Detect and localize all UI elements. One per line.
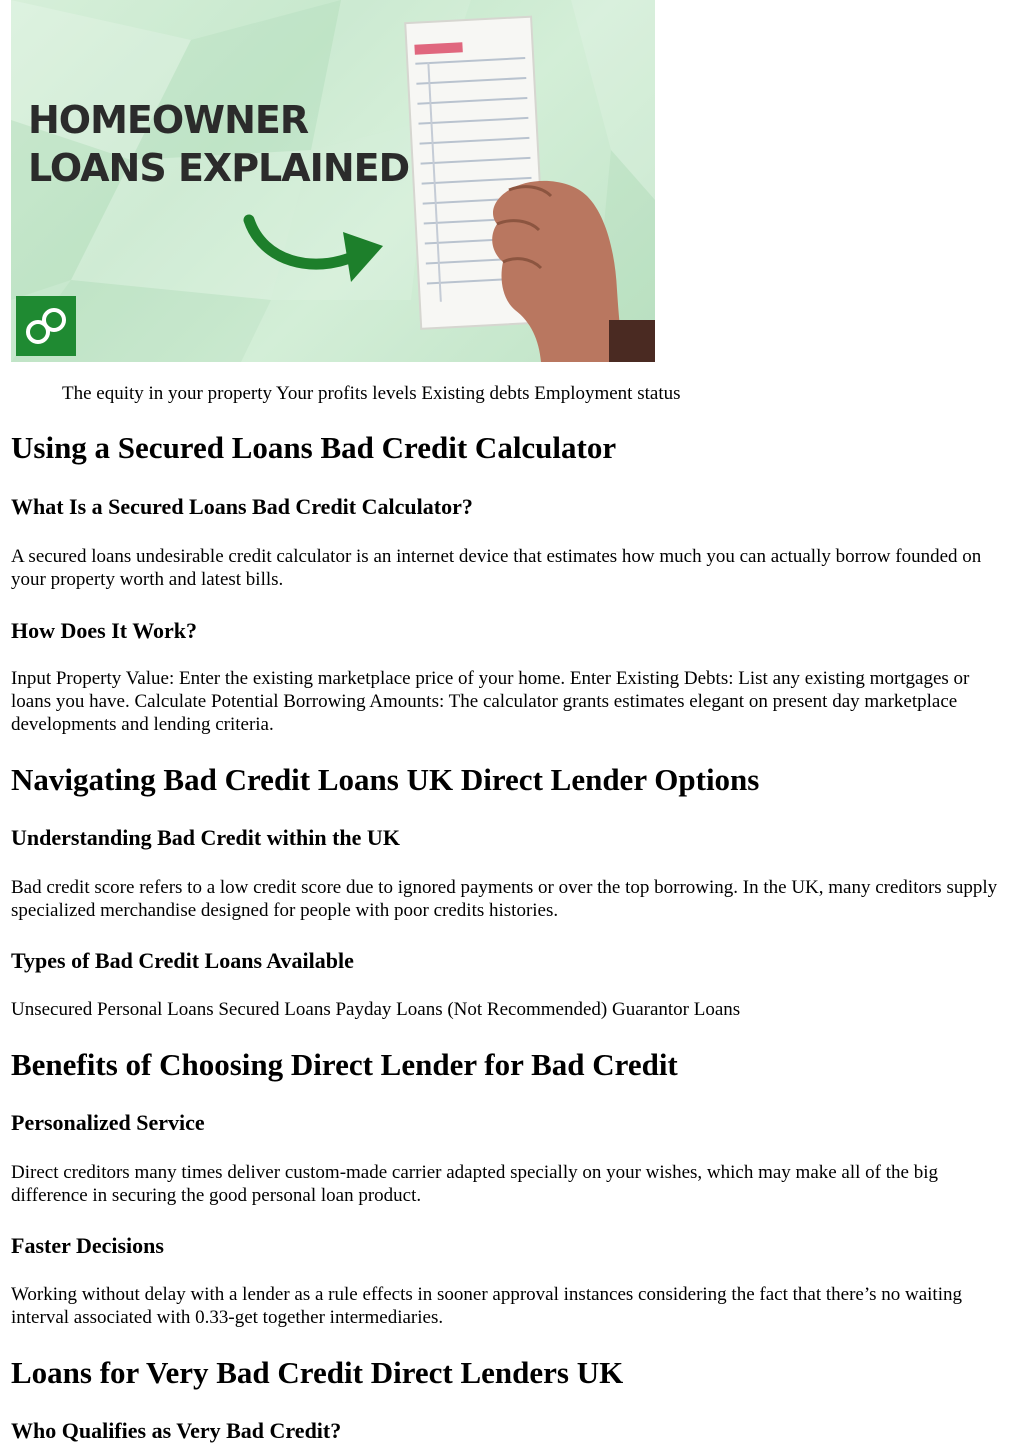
paragraph-how-it-works: Input Property Value: Enter the existing marketplace price of your home. Enter Existing Debts: List any existing mortgages or loans you have. Calculate Potential Borrowing Amounts: The calculator grants estimates elegant on present day marketplace developments and lending criteria. bbox=[11, 668, 970, 735]
hero-title-line-1: HOMEOWNER bbox=[28, 98, 309, 142]
section-heading-uk-direct-lender: Navigating Bad Credit Loans UK Direct Lender Options bbox=[11, 762, 760, 797]
section-heading-very-bad-credit: Loans for Very Bad Credit Direct Lenders UK bbox=[11, 1355, 624, 1390]
hero-image bbox=[11, 0, 655, 362]
subheading-how-it-works: How Does It Work? bbox=[11, 618, 197, 643]
hero-title-line-2: LOANS EXPLAINED bbox=[28, 146, 410, 190]
subheading-types-of-loans: Types of Bad Credit Loans Available bbox=[11, 948, 354, 973]
curved-arrow-icon bbox=[243, 212, 393, 287]
section-heading-calculator: Using a Secured Loans Bad Credit Calculator bbox=[11, 430, 617, 465]
paragraph-understanding-bad-credit: Bad credit score refers to a low credit score due to ignored payments or over the top borrowing. In the UK, many creditors supply specialized merchandise designed for people with poor credits histories. bbox=[11, 877, 998, 921]
subheading-who-qualifies: Who Qualifies as Very Bad Credit? bbox=[11, 1418, 342, 1443]
article bbox=[11, 0, 1013, 1443]
subheading-personalized-service: Personalized Service bbox=[11, 1110, 205, 1135]
hand-holding-form-icon bbox=[391, 0, 655, 362]
paragraph-faster-decisions: Working without delay with a lender as a rule effects in sooner approval instances considering the fact that there’s no waiting interval associated with 0.33-get together intermediaries. bbox=[11, 1284, 962, 1328]
subheading-faster-decisions: Faster Decisions bbox=[11, 1233, 164, 1258]
hero-title bbox=[28, 96, 409, 192]
intro-list: The equity in your property Your profits levels Existing debts Employment status bbox=[62, 383, 681, 404]
paragraph-personalized-service: Direct creditors many times deliver custom-made carrier adapted specially on your wishes, which may make all of the big difference in securing the good personal loan product. bbox=[11, 1162, 938, 1206]
linked-rings-logo-icon bbox=[16, 296, 76, 356]
section-heading-benefits: Benefits of Choosing Direct Lender for Bad Credit bbox=[11, 1047, 678, 1082]
subheading-understanding-bad-credit: Understanding Bad Credit within the UK bbox=[11, 825, 400, 850]
paragraph-what-is-calculator: A secured loans undesirable credit calculator is an internet device that estimates how much you can actually borrow founded on your property worth and latest bills. bbox=[11, 546, 982, 590]
subheading-what-is-calculator: What Is a Secured Loans Bad Credit Calculator? bbox=[11, 494, 473, 519]
paragraph-types-of-loans: Unsecured Personal Loans Secured Loans Payday Loans (Not Recommended) Guarantor Loans bbox=[11, 999, 741, 1020]
